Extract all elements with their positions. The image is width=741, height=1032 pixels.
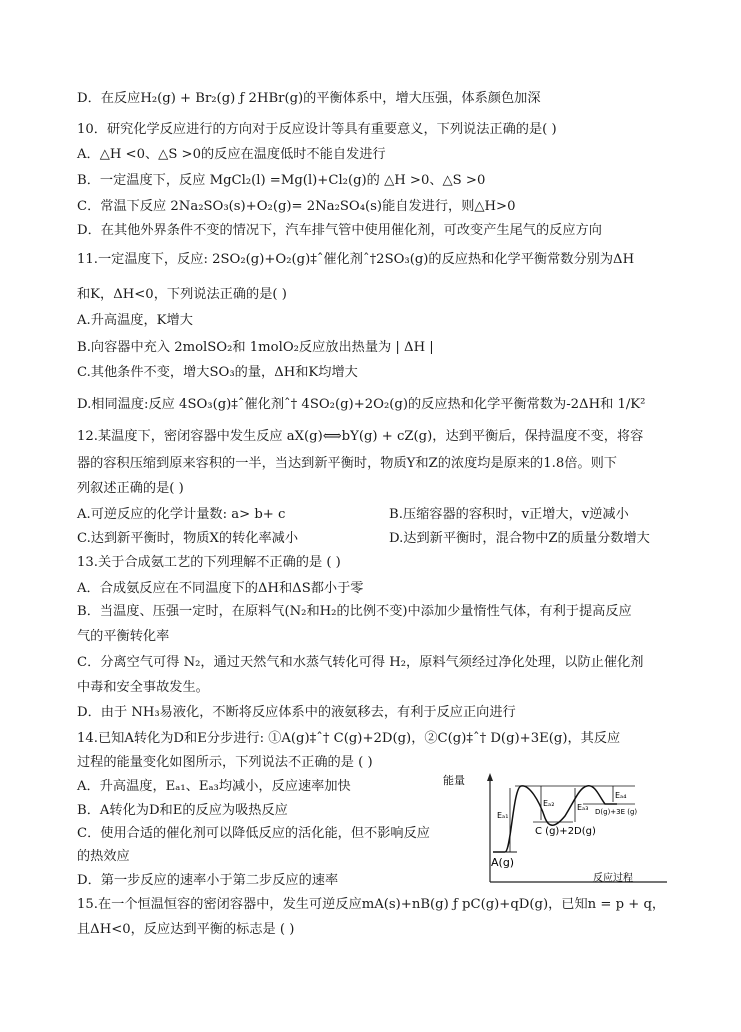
text-line: D．在反应H₂(g) + Br₂(g) ƒ 2HBr(g)的平衡体系中，增大压强，体系颜色加深 [77, 91, 541, 106]
text-line: A．升高温度，Eₐ₁、Eₐ₃均减小，反应速率加快 [77, 779, 351, 794]
text-line: 和K，ΔH<0，下列说法正确的是( ) [77, 287, 287, 302]
text-line: B．当温度、压强一定时，在原料气(N₂和H₂的比例不变)中添加少量惰性气体，有利于提高反应 [77, 604, 632, 619]
text-line: 气的平衡转化率 [77, 629, 170, 644]
text-line: 过程的能量变化如图所示，下列说法不正确的是 ( ) [77, 755, 373, 770]
text-line: C．使用合适的催化剂可以降低反应的活化能，但不影响反应 [77, 826, 430, 841]
text-line: C.达到新平衡时，物质X的转化率减小 [77, 531, 299, 546]
label-ea1: Eₐ₁ [497, 811, 509, 820]
text-line: C.其他条件不变，增大SO₃的量，ΔH和K均增大 [77, 365, 358, 380]
text-line: 器的容积压缩到原来容积的一半，当达到新平衡时，物质Y和Z的浓度均是原来的1.8倍。则下 [77, 456, 617, 471]
text-line: 15.在一个恒温恒容的密闭容器中，发生可逆反应mA(s)+nB(g) ƒ pC(g)+qD(g)，已知n = p + q， [77, 897, 666, 912]
text-line: 14.已知A转化为D和E分步进行: ①A(g)‡ˆ† C(g)+2D(g)，②C(g)‡ˆ† D(g)+3E(g)，其反应 [77, 731, 621, 746]
text-line: A．合成氨反应在不同温度下的ΔH和ΔS都小于零 [77, 581, 364, 596]
text-line: 13.关于合成氨工艺的下列理解不正确的是 ( ) [77, 555, 341, 570]
text-line: D．由于 NH₃易液化，不断将反应体系中的液氨移去，有利于反应正向进行 [77, 705, 516, 720]
label-ea2: Eₐ₂ [543, 799, 555, 808]
text-line: 且ΔH<0，反应达到平衡的标志是 ( ) [77, 922, 295, 937]
label-ea4: Eₐ₄ [615, 791, 627, 800]
y-axis-label: 能量 [443, 774, 465, 787]
text-line: C．常温下反应 2Na₂SO₃(s)+O₂(g)= 2Na₂SO₄(s)能自发进行，则△H>0 [77, 199, 516, 214]
text-line: 的热效应 [77, 849, 130, 864]
y-axis-arrow [487, 773, 493, 781]
text-line: 11.一定温度下，反应: 2SO₂(g)+O₂(g)‡ˆ催化剂ˆ†2SO₃(g)的反应热和化学平衡常数分别为ΔH [77, 252, 635, 267]
text-line: 中毒和安全事故发生。 [77, 680, 209, 695]
label-DE: D(g)+3E (g) [595, 808, 638, 816]
text-line: A.升高温度，K增大 [77, 313, 193, 328]
text-line: A.可逆反应的化学计量数: a> b+ c [77, 507, 286, 522]
energy-curve [493, 786, 617, 852]
text-line: 12.某温度下，密闭容器中发生反应 aX(g)⟺bY(g) + cZ(g)，达到平衡后，保持温度不变，将容 [77, 429, 644, 444]
text-line: C．分离空气可得 N₂，通过天然气和水蒸气转化可得 H₂，原料气须经过净化处理，以防止催化剂 [77, 655, 644, 670]
text-line: B.向容器中充入 2molSO₂和 1molO₂反应放出热量为 | ΔH | [77, 340, 434, 355]
energy-diagram [443, 770, 675, 890]
label-C: C (g)+2D(g) [535, 826, 596, 837]
text-line: 10．研究化学反应进行的方向对于反应设计等具有重要意义，下列说法正确的是( ) [77, 122, 557, 137]
text-line: 列叙述正确的是( ) [77, 481, 184, 496]
option-line-right: B.压缩容器的容积时，v正增大，v逆减小 [389, 507, 629, 522]
text-line: B．A转化为D和E的反应为吸热反应 [77, 803, 288, 818]
label-A: A(g) [491, 856, 515, 869]
text-line: A．△H <0、△S >0的反应在温度低时不能自发进行 [77, 147, 386, 162]
text-line: B．一定温度下，反应 MgCl₂(l) =Mg(l)+Cl₂(g)的 △H >0、△S >0 [77, 173, 486, 188]
text-line: D．在其他外界条件不变的情况下，汽车排气管中使用催化剂，可改变产生尾气的反应方向 [77, 223, 602, 238]
label-ea3: Eₐ₃ [577, 803, 589, 812]
option-line-right: D.达到新平衡时，混合物中Z的质量分数增大 [389, 531, 650, 546]
text-line: D．第一步反应的速率小于第二步反应的速率 [77, 873, 339, 888]
text-line: D.相同温度:反应 4SO₃(g)‡ˆ催化剂ˆ† 4SO₂(g)+2O₂(g)的反应热和化学平衡常数为-2ΔH和 1/K² [77, 397, 646, 412]
x-axis-label: 反应过程 [593, 873, 633, 884]
